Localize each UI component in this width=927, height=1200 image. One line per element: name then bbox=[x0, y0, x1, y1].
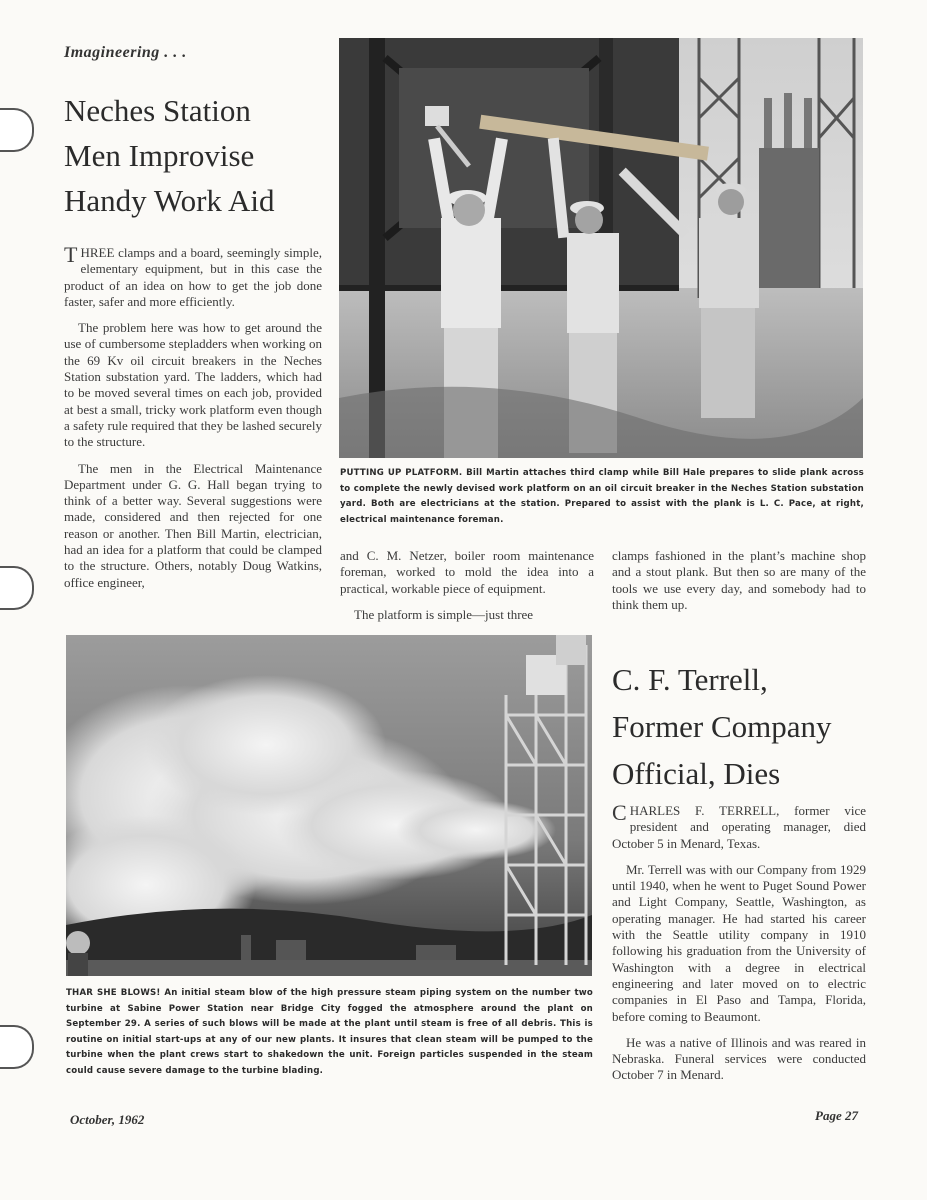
article-paragraph: He was a native of Illinois and was reared in Nebraska. Funeral services were conducted October 7 in Menard. bbox=[612, 1034, 866, 1083]
article-paragraph: CHARLES F. TERRELL, former vice president and operating manager, died October 5 in Menard, Texas. bbox=[612, 800, 866, 851]
platform-photo-illustration bbox=[339, 38, 863, 458]
article-paragraph: THREE clamps and a board, seemingly simple, elementary equipment, but in this case the product of an idea on how to get the job done faster, safer and more efficiently. bbox=[64, 242, 322, 309]
article1-headline bbox=[64, 88, 334, 223]
platform-photo bbox=[339, 38, 863, 458]
steam-blow-photo-illustration bbox=[66, 635, 592, 976]
steam-blow-photo bbox=[66, 635, 592, 976]
article1-column2 bbox=[340, 548, 594, 633]
article-paragraph: and C. M. Netzer, boiler room maintenance foreman, worked to mold the idea into a practical, workable piece of equipment. bbox=[340, 548, 594, 596]
punch-hole-top bbox=[0, 108, 34, 152]
punch-hole-bottom bbox=[0, 1025, 34, 1069]
headline-line: Official, Dies bbox=[612, 756, 781, 791]
drop-cap: T bbox=[64, 242, 78, 267]
headline-line: Neches Station bbox=[64, 93, 251, 128]
article-paragraph: The problem here was how to get around the use of cumbersome stepladders when working on the 69 Kv oil circuit breakers in the Neches Station substation yard. The ladders, which had to be moved several times on each job, provided at best a small, tricky work platform even though a safety rule required that they be lashed securely to the structure. bbox=[64, 320, 322, 450]
article-paragraph: clamps fashioned in the plant’s machine shop and a stout plank. But then so are many of the tools we use every day, and somebody had to think them up. bbox=[612, 548, 866, 612]
headline-line: Handy Work Aid bbox=[64, 183, 275, 218]
article-paragraph: The men in the Electrical Maintenance Department under G. G. Hall began trying to think of a better way. Several suggestions were made, considered and then rejected for one reason or another. Then Bill Martin, electrician, had an idea for a platform that could be clamped to the structure. Others, notably Doug Watkins, office engineer, bbox=[64, 460, 322, 590]
headline-line: C. F. Terrell, bbox=[612, 662, 768, 697]
headline-line: Men Improvise bbox=[64, 138, 255, 173]
article-paragraph: The platform is simple—just three bbox=[354, 606, 534, 622]
article2-body bbox=[612, 800, 866, 1094]
article-paragraph: Mr. Terrell was with our Company from 1929 until 1940, when he went to Puget Sound Power and Light Company, Seattle, Washington, as operating manager. He had started his career with the Seattle utility company in 1910 following his graduation from the University of Washington with a degree in electrical engineering and later moved on to electric companies in El Paso and Tampa, Florida, before coming to Beaumont. bbox=[612, 861, 866, 1024]
footer-date: October, 1962 bbox=[70, 1112, 145, 1127]
punch-hole-middle bbox=[0, 566, 34, 610]
section-label: Imagineering . . . bbox=[64, 44, 187, 61]
article1-column3 bbox=[612, 548, 866, 623]
article1-column1 bbox=[64, 242, 322, 601]
drop-cap: C bbox=[612, 800, 627, 825]
page-number: Page 27 bbox=[815, 1108, 858, 1123]
article2-headline bbox=[612, 656, 882, 797]
steam-blow-photo-caption: THAR SHE BLOWS! An initial steam blow of the high pressure steam piping system on the number two turbine at Sabine Power Station near Bridge City fogged the atmosphere around the plant on September 29. A series of such blows will be made at the plant until steam is free of all debris. This is routine on initial start-ups at any of our new plants. It insures that clean steam will be pumped to the turbine when the plant crews start to shakedown the unit. Foreign particles suspended in the steam could cause severe damage to the turbine blading. bbox=[66, 988, 593, 1076]
headline-line: Former Company bbox=[612, 709, 832, 744]
platform-photo-caption: PUTTING UP PLATFORM. Bill Martin attaches third clamp while Bill Hale prepares to slide plank across to complete the newly devised work platform on an oil circuit breaker in the Neches Station substation yard. Both are electricians at the station. Prepared to assist with the plank is L. C. Pace, at right, electrical maintenance foreman. bbox=[340, 468, 864, 525]
